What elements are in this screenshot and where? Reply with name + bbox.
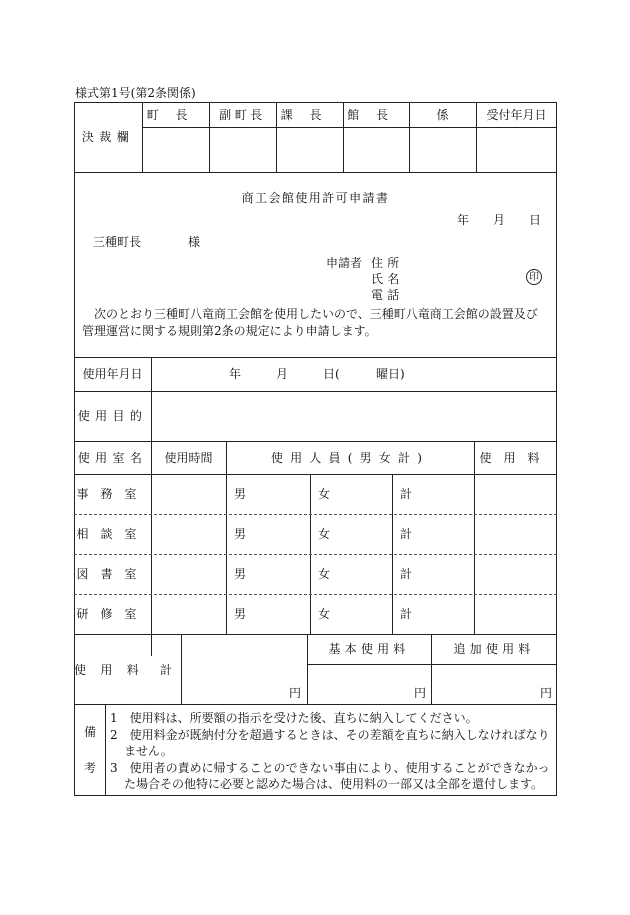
usage-date-month: 月 — [276, 367, 289, 381]
female-label: 女 — [318, 607, 331, 621]
purpose-label: 使用目的 — [77, 409, 148, 423]
remark-item: 1 使用料は、所要額の指示を受けた後、直ちに納入してください。 — [110, 711, 478, 725]
approval-header-mayor: 町長 — [146, 108, 205, 122]
applicant-phone-label: 電話 — [371, 288, 404, 302]
total-label: 計 — [400, 527, 413, 541]
room-training: 研修室 — [76, 607, 149, 621]
approval-header-director: 館長 — [347, 108, 405, 122]
approval-header-deputy-mayor: 副町長 — [219, 108, 266, 122]
basic-fee-header: 基本使用料 — [328, 642, 410, 656]
approval-row-label: 決裁欄 — [81, 130, 135, 144]
room-consultation: 相談室 — [76, 527, 149, 541]
basic-yen-unit: 円 — [414, 686, 427, 700]
applicant-address-label: 住所 — [371, 256, 404, 270]
usage-fee-header: 使用料 — [479, 451, 552, 465]
remark-item: 3 使用者の責めに帰することのできない事由により、使用することができなかった場合その他特に必要と認めた場合は、使用料の一部又は全部を還付します。 — [110, 761, 550, 791]
application-statement: 次のとおり三種町八竜商工会館を使用したいので、三種町八竜商工会館の設置及び管理運営に関する規則第2条の規定により申請します。 — [82, 307, 538, 338]
usage-time-header: 使用時間 — [164, 451, 213, 465]
fee-label: 使用料 — [74, 663, 154, 677]
male-label: 男 — [234, 527, 247, 541]
date-month: 月 — [493, 213, 506, 227]
form-title: 商工会館使用許可申請書 — [241, 191, 390, 205]
seal-mark-icon: 印 — [526, 269, 542, 285]
room-office: 事務室 — [76, 487, 149, 501]
approval-header-staff: 係 — [436, 108, 449, 122]
female-label: 女 — [318, 567, 331, 581]
extra-yen-unit: 円 — [540, 686, 553, 700]
approval-bottom-line — [74, 172, 557, 173]
male-label: 男 — [234, 607, 247, 621]
addressee: 三種町長 — [93, 235, 142, 249]
room-name-header: 使用室名 — [77, 451, 148, 465]
approval-header-receipt-date: 受付年月日 — [486, 108, 547, 122]
remarks-label-top: 備 — [84, 725, 97, 739]
total-label: 計 — [400, 567, 413, 581]
applicant-label: 申請者 — [326, 256, 363, 270]
usage-date-label: 使用年月日 — [82, 367, 143, 381]
approval-header-line — [142, 127, 557, 128]
female-label: 女 — [318, 487, 331, 501]
honorific: 様 — [188, 235, 201, 249]
application-form-frame — [74, 102, 557, 796]
total-label: 計 — [400, 487, 413, 501]
usage-date-day: 日( — [323, 367, 340, 381]
room-library: 図書室 — [76, 567, 149, 581]
total-yen-unit: 円 — [289, 686, 302, 700]
remark-item: 2 使用料金が既納付分を超過するときは、その差額を直ちに納入しなければなりません。 — [110, 728, 550, 758]
remarks-label-bottom: 考 — [84, 761, 97, 775]
approval-header-section-chief: 課長 — [280, 108, 339, 122]
male-label: 男 — [234, 487, 247, 501]
form-number-label: 様式第1号(第2条関係) — [75, 86, 196, 100]
usage-date-weekday: 曜日) — [376, 367, 405, 381]
date-day: 日 — [529, 213, 542, 227]
extra-fee-header: 追加使用料 — [453, 642, 535, 656]
male-label: 男 — [234, 567, 247, 581]
fee-total-label: 計 — [160, 663, 173, 677]
usage-date-year: 年 — [229, 367, 242, 381]
remarks-list — [110, 710, 550, 793]
total-label: 計 — [400, 607, 413, 621]
applicant-name-label: 氏名 — [371, 272, 404, 286]
female-label: 女 — [318, 527, 331, 541]
usage-people-header: 使用人員(男女計) — [270, 451, 430, 465]
date-year: 年 — [457, 213, 470, 227]
